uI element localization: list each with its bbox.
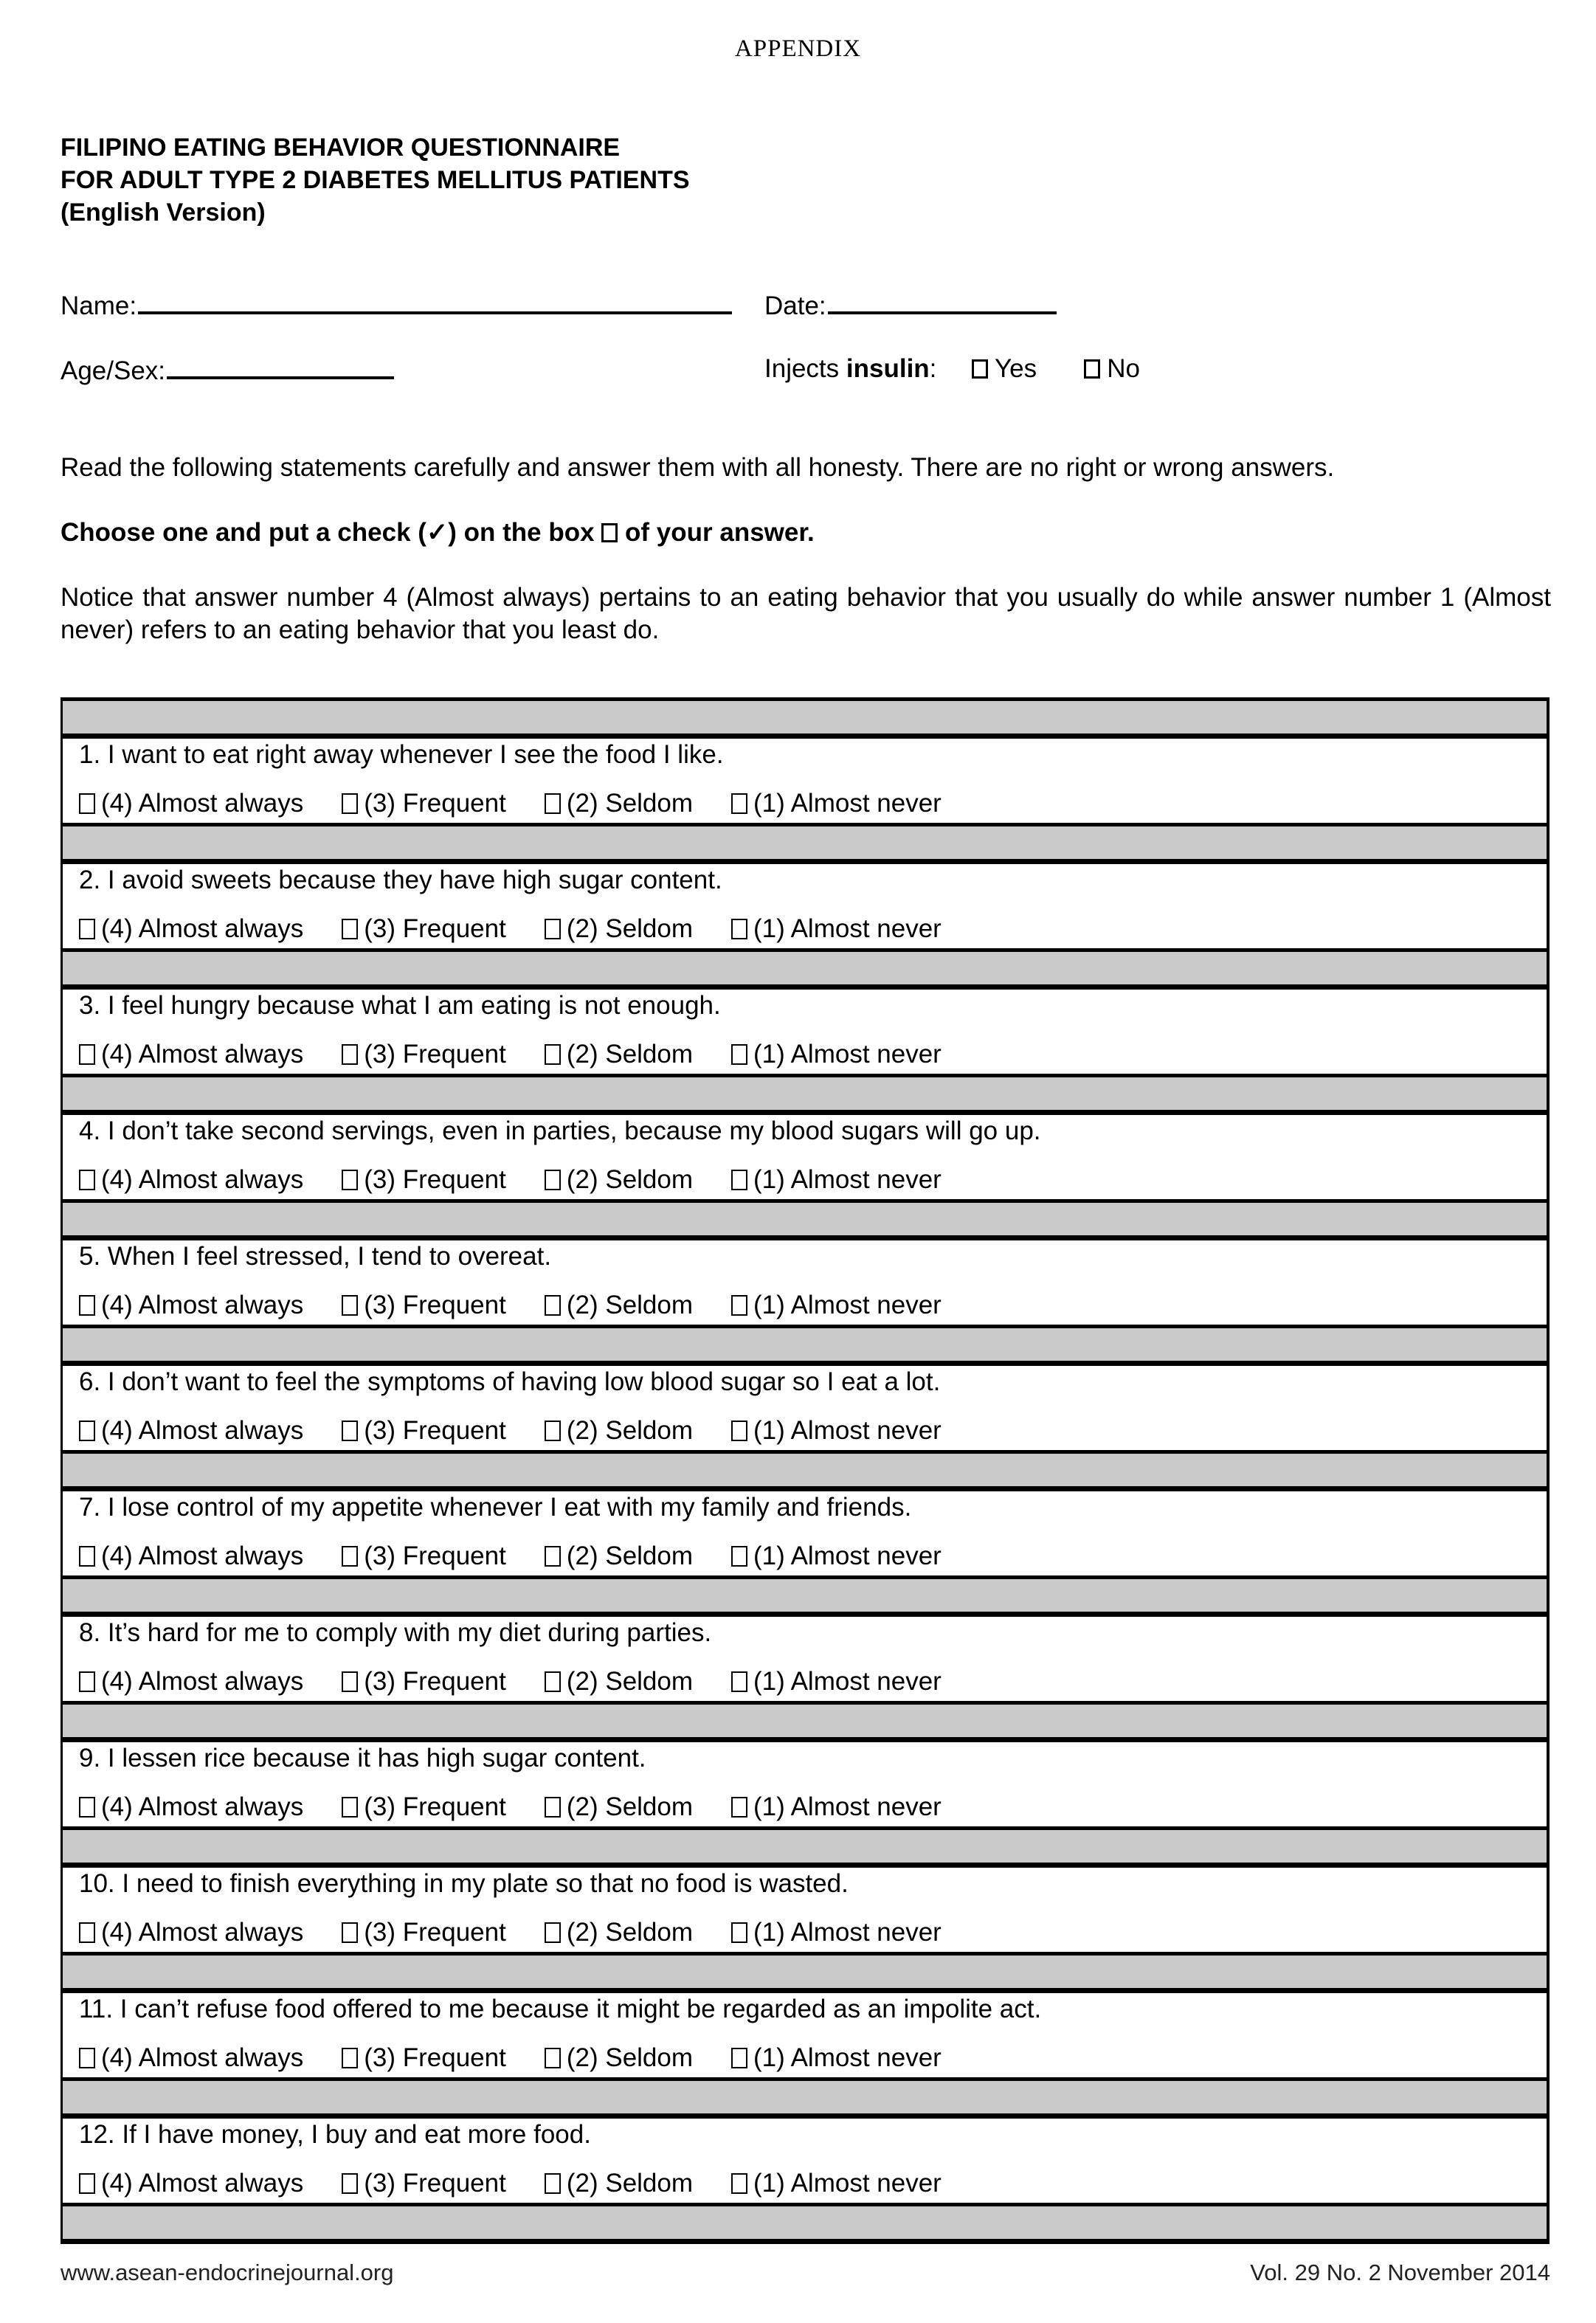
question-item (63, 734, 1547, 823)
appendix-heading: APPENDIX (734, 35, 862, 62)
answer-option[interactable] (79, 789, 303, 818)
answer-checkbox[interactable] (79, 1546, 95, 1567)
name-input-line[interactable] (138, 289, 732, 314)
answer-checkbox[interactable] (731, 2173, 747, 2194)
insulin-label-suffix: : (929, 354, 937, 383)
answer-options (79, 1416, 942, 1446)
question-text: 9. I lessen rice because it has high sugar content. (79, 1744, 646, 1773)
answer-checkbox[interactable] (731, 919, 747, 939)
name-label: Name: (61, 291, 137, 320)
answer-option[interactable] (731, 1667, 942, 1696)
question-item (63, 1737, 1547, 1826)
question-text: 10. I need to finish everything in my plate so that no food is wasted. (79, 1869, 849, 1898)
date-label: Date: (764, 291, 826, 320)
footer-website: www.asean-endocrinejournal.org (61, 2260, 394, 2285)
answer-option[interactable] (731, 1792, 942, 1822)
answer-option[interactable] (545, 1040, 693, 1069)
question-text: 8. It’s hard for me to comply with my diet during parties. (79, 1618, 712, 1647)
answer-label: (1) Almost never (753, 1542, 942, 1570)
answer-option[interactable] (342, 2043, 506, 2073)
question-item (63, 1235, 1547, 1325)
answer-label: (3) Frequent (364, 1165, 506, 1194)
answer-option[interactable] (731, 1416, 942, 1446)
question-item (63, 1110, 1547, 1199)
answer-label: (3) Frequent (364, 1416, 506, 1445)
insulin-label-bold: insulin (846, 354, 930, 383)
answer-label: (4) Almost always (101, 1667, 304, 1696)
answer-label: (2) Seldom (566, 789, 694, 818)
answer-label: (4) Almost always (101, 1291, 304, 1319)
answer-option[interactable] (731, 2169, 942, 2198)
answer-option[interactable] (79, 1165, 303, 1195)
answer-label: (1) Almost never (753, 2169, 942, 2198)
answer-checkbox[interactable] (731, 1797, 747, 1818)
answer-checkbox[interactable] (545, 1170, 561, 1190)
instruction-notice: Notice that answer number 4 (Almost always) pertains to an eating behavior that you usually do while answer number 1 (Almost never) refers to an eating behavior that you least do. (61, 583, 1551, 644)
answer-label: (3) Frequent (364, 789, 506, 818)
answer-checkbox[interactable] (545, 2048, 561, 2068)
answer-checkbox[interactable] (545, 1922, 561, 1943)
answer-options (79, 1542, 942, 1571)
answer-label: (2) Seldom (566, 1667, 694, 1696)
answer-checkbox[interactable] (79, 793, 95, 814)
answer-label: (3) Frequent (364, 1667, 506, 1696)
answer-options (79, 1040, 942, 1069)
answer-option[interactable] (79, 2043, 303, 2073)
answer-label: (1) Almost never (753, 1918, 942, 1947)
answer-label: (3) Frequent (364, 1792, 506, 1821)
answer-options (79, 1165, 942, 1195)
instruction-read: Read the following statements carefully and answer them with all honesty. There are no right or wrong answers. (61, 453, 1335, 482)
answer-label: (4) Almost always (101, 1918, 304, 1947)
separator-band (63, 823, 1547, 859)
answer-checkbox[interactable] (731, 2048, 747, 2068)
answer-checkbox[interactable] (342, 1170, 358, 1190)
answer-option[interactable] (79, 1918, 303, 1947)
questionnaire-table (61, 697, 1550, 2244)
answer-label: (2) Seldom (566, 2043, 694, 2072)
answer-checkbox[interactable] (342, 1421, 358, 1441)
answer-option[interactable] (342, 1416, 506, 1446)
answer-option[interactable] (545, 1918, 693, 1947)
answer-label: (4) Almost always (101, 1165, 304, 1194)
answer-option[interactable] (79, 1040, 303, 1069)
question-item (63, 859, 1547, 948)
separator-band (63, 1575, 1547, 1612)
answer-option[interactable] (545, 914, 693, 944)
answer-checkbox[interactable] (545, 919, 561, 939)
answer-label: (3) Frequent (364, 914, 506, 943)
question-text: 7. I lose control of my appetite whenever I eat with my family and friends. (79, 1493, 912, 1522)
answer-label: (3) Frequent (364, 1542, 506, 1570)
question-text: 3. I feel hungry because what I am eating is not enough. (79, 991, 721, 1020)
answer-checkbox[interactable] (342, 1044, 358, 1065)
answer-option[interactable] (545, 1667, 693, 1696)
checkmark-icon: ✓ (426, 518, 449, 547)
answer-option[interactable] (79, 2169, 303, 2198)
answer-checkbox[interactable] (731, 1170, 747, 1190)
answer-checkbox[interactable] (342, 1546, 358, 1567)
answer-label: (4) Almost always (101, 789, 304, 818)
answer-option[interactable] (342, 2169, 506, 2198)
question-text: 6. I don’t want to feel the symptoms of having low blood sugar so I eat a lot. (79, 1367, 941, 1396)
footer-issue: Vol. 29 No. 2 November 2014 (1250, 2260, 1550, 2285)
answer-checkbox[interactable] (545, 1797, 561, 1818)
answer-checkbox[interactable] (79, 2173, 95, 2194)
answer-options (79, 1667, 942, 1696)
question-text: 1. I want to eat right away whenever I see the food I like. (79, 740, 724, 769)
answer-option[interactable] (342, 1040, 506, 1069)
answer-options (79, 914, 942, 944)
insulin-label-prefix: Injects (764, 354, 846, 383)
answer-options (79, 1291, 942, 1320)
question-text: 5. When I feel stressed, I tend to overeat. (79, 1242, 552, 1271)
question-text: 4. I don’t take second servings, even in parties, because my blood sugars will go up. (79, 1116, 1041, 1145)
answer-label: (2) Seldom (566, 1040, 694, 1069)
answer-label: (4) Almost always (101, 1792, 304, 1821)
answer-option[interactable] (79, 1291, 303, 1320)
answer-checkbox[interactable] (79, 2048, 95, 2068)
answer-checkbox[interactable] (79, 919, 95, 939)
checkbox-icon (601, 523, 618, 542)
title-line-2: FOR ADULT TYPE 2 DIABETES MELLITUS PATIENTS (61, 166, 690, 194)
answer-label: (2) Seldom (566, 1918, 694, 1947)
answer-label: (3) Frequent (364, 2169, 506, 2198)
question-item (63, 984, 1547, 1074)
answer-checkbox[interactable] (545, 1546, 561, 1567)
answer-label: (2) Seldom (566, 1416, 694, 1445)
answer-label: (2) Seldom (566, 1291, 694, 1319)
answer-label: (4) Almost always (101, 914, 304, 943)
answer-options (79, 2169, 942, 2198)
answer-checkbox[interactable] (545, 1671, 561, 1692)
answer-option[interactable] (545, 1291, 693, 1320)
answer-label: (1) Almost never (753, 1416, 942, 1445)
question-item (63, 1486, 1547, 1575)
agesex-input-line[interactable] (167, 354, 394, 379)
answer-checkbox[interactable] (731, 1421, 747, 1441)
answer-checkbox[interactable] (79, 1295, 95, 1316)
questionnaire-title (61, 131, 690, 229)
answer-option[interactable] (342, 1291, 506, 1320)
answer-checkbox[interactable] (342, 2048, 358, 2068)
separator-band (63, 1325, 1547, 1361)
answer-options (79, 1918, 942, 1947)
answer-checkbox[interactable] (79, 1044, 95, 1065)
answer-label: (4) Almost always (101, 1542, 304, 1570)
answer-checkbox[interactable] (545, 1295, 561, 1316)
answer-option[interactable] (545, 1416, 693, 1446)
date-input-line[interactable] (828, 289, 1057, 314)
answer-options (79, 1792, 942, 1822)
answer-option[interactable] (342, 1667, 506, 1696)
answer-option[interactable] (731, 789, 942, 818)
question-item (63, 1988, 1547, 2077)
separator-band (63, 948, 1547, 984)
answer-label: (3) Frequent (364, 1918, 506, 1947)
separator-band (63, 1826, 1547, 1863)
question-text: 2. I avoid sweets because they have high sugar content. (79, 866, 722, 894)
answer-label: (1) Almost never (753, 789, 942, 818)
agesex-label: Age/Sex: (61, 356, 166, 385)
answer-checkbox[interactable] (79, 1421, 95, 1441)
question-item (63, 2113, 1547, 2203)
answer-label: (4) Almost always (101, 1040, 304, 1069)
answer-checkbox[interactable] (342, 1671, 358, 1692)
answer-options (79, 2043, 942, 2073)
answer-option[interactable] (79, 1416, 303, 1446)
insulin-yes-label: Yes (994, 354, 1037, 383)
table-header-band (63, 697, 1547, 734)
answer-checkbox[interactable] (79, 1170, 95, 1190)
question-text: 12. If I have money, I buy and eat more food. (79, 2120, 591, 2149)
answer-option[interactable] (79, 914, 303, 944)
answer-option[interactable] (545, 1792, 693, 1822)
answer-label: (4) Almost always (101, 2169, 304, 2198)
answer-label: (1) Almost never (753, 914, 942, 943)
title-line-1: FILIPINO EATING BEHAVIOR QUESTIONNAIRE (61, 134, 621, 162)
answer-label: (1) Almost never (753, 1165, 942, 1194)
answer-option[interactable] (342, 789, 506, 818)
answer-checkbox[interactable] (545, 2173, 561, 2194)
answer-option[interactable] (545, 2043, 693, 2073)
answer-label: (3) Frequent (364, 2043, 506, 2072)
answer-checkbox[interactable] (545, 1421, 561, 1441)
answer-checkbox[interactable] (342, 2173, 358, 2194)
answer-label: (2) Seldom (566, 1165, 694, 1194)
separator-band (63, 1450, 1547, 1486)
insulin-field (764, 354, 1140, 384)
instruction-choose-text-b: ) on the box (448, 518, 602, 547)
answer-checkbox[interactable] (342, 793, 358, 814)
separator-band (63, 1701, 1547, 1737)
answer-option[interactable] (731, 914, 942, 944)
answer-label: (4) Almost always (101, 2043, 304, 2072)
instruction-choose-text-c: of your answer. (618, 518, 815, 547)
answer-checkbox[interactable] (79, 1797, 95, 1818)
answer-option[interactable] (731, 1918, 942, 1947)
answer-option[interactable] (79, 1792, 303, 1822)
answer-checkbox[interactable] (342, 919, 358, 939)
answer-option[interactable] (731, 1040, 942, 1069)
answer-checkbox[interactable] (731, 793, 747, 814)
answer-checkbox[interactable] (731, 1044, 747, 1065)
question-item (63, 1863, 1547, 1952)
answer-label: (3) Frequent (364, 1040, 506, 1069)
answer-checkbox[interactable] (79, 1922, 95, 1943)
answer-checkbox[interactable] (545, 793, 561, 814)
answer-option[interactable] (545, 789, 693, 818)
instruction-choose (61, 517, 1551, 549)
answer-options (79, 789, 942, 818)
answer-checkbox[interactable] (731, 1671, 747, 1692)
answer-option[interactable] (731, 2043, 942, 2073)
answer-checkbox[interactable] (79, 1671, 95, 1692)
title-line-3: (English Version) (61, 199, 266, 227)
separator-band (63, 1074, 1547, 1110)
answer-label: (1) Almost never (753, 1040, 942, 1069)
answer-label: (2) Seldom (566, 914, 694, 943)
answer-label: (1) Almost never (753, 2043, 942, 2072)
answer-checkbox[interactable] (342, 1922, 358, 1943)
answer-option[interactable] (79, 1667, 303, 1696)
question-item (63, 1361, 1547, 1450)
answer-option[interactable] (545, 1542, 693, 1571)
name-field (61, 289, 732, 321)
answer-option[interactable] (342, 914, 506, 944)
answer-checkbox[interactable] (342, 1797, 358, 1818)
answer-option[interactable] (545, 1165, 693, 1195)
answer-checkbox[interactable] (731, 1295, 747, 1316)
answer-option[interactable] (731, 1165, 942, 1195)
answer-label: (1) Almost never (753, 1667, 942, 1696)
answer-checkbox[interactable] (342, 1295, 358, 1316)
answer-option[interactable] (342, 1918, 506, 1947)
answer-option[interactable] (545, 2169, 693, 2198)
answer-checkbox[interactable] (545, 1044, 561, 1065)
answer-option[interactable] (342, 1165, 506, 1195)
answer-checkbox[interactable] (731, 1922, 747, 1943)
insulin-no-label: No (1107, 354, 1141, 383)
answer-option[interactable] (342, 1542, 506, 1571)
agesex-field (61, 354, 394, 386)
instruction-choose-text-a: Choose one and put a check ( (61, 518, 426, 547)
answer-label: (1) Almost never (753, 1291, 942, 1319)
separator-band (63, 1952, 1547, 1988)
insulin-yes-checkbox[interactable] (972, 359, 988, 379)
answer-label: (3) Frequent (364, 1291, 506, 1319)
answer-option[interactable] (731, 1542, 942, 1571)
answer-label: (4) Almost always (101, 1416, 304, 1445)
question-text: 11. I can’t refuse food offered to me because it might be regarded as an impolite act. (79, 1995, 1042, 2023)
answer-label: (2) Seldom (566, 1792, 694, 1821)
answer-checkbox[interactable] (731, 1546, 747, 1567)
question-item (63, 1612, 1547, 1701)
date-field (764, 289, 1057, 321)
insulin-no-checkbox[interactable] (1084, 359, 1100, 379)
separator-band (63, 1199, 1547, 1235)
separator-band (63, 2203, 1547, 2244)
answer-option[interactable] (79, 1542, 303, 1571)
answer-option[interactable] (731, 1291, 942, 1320)
answer-label: (2) Seldom (566, 1542, 694, 1570)
answer-option[interactable] (342, 1792, 506, 1822)
answer-label: (1) Almost never (753, 1792, 942, 1821)
answer-label: (2) Seldom (566, 2169, 694, 2198)
separator-band (63, 2077, 1547, 2113)
